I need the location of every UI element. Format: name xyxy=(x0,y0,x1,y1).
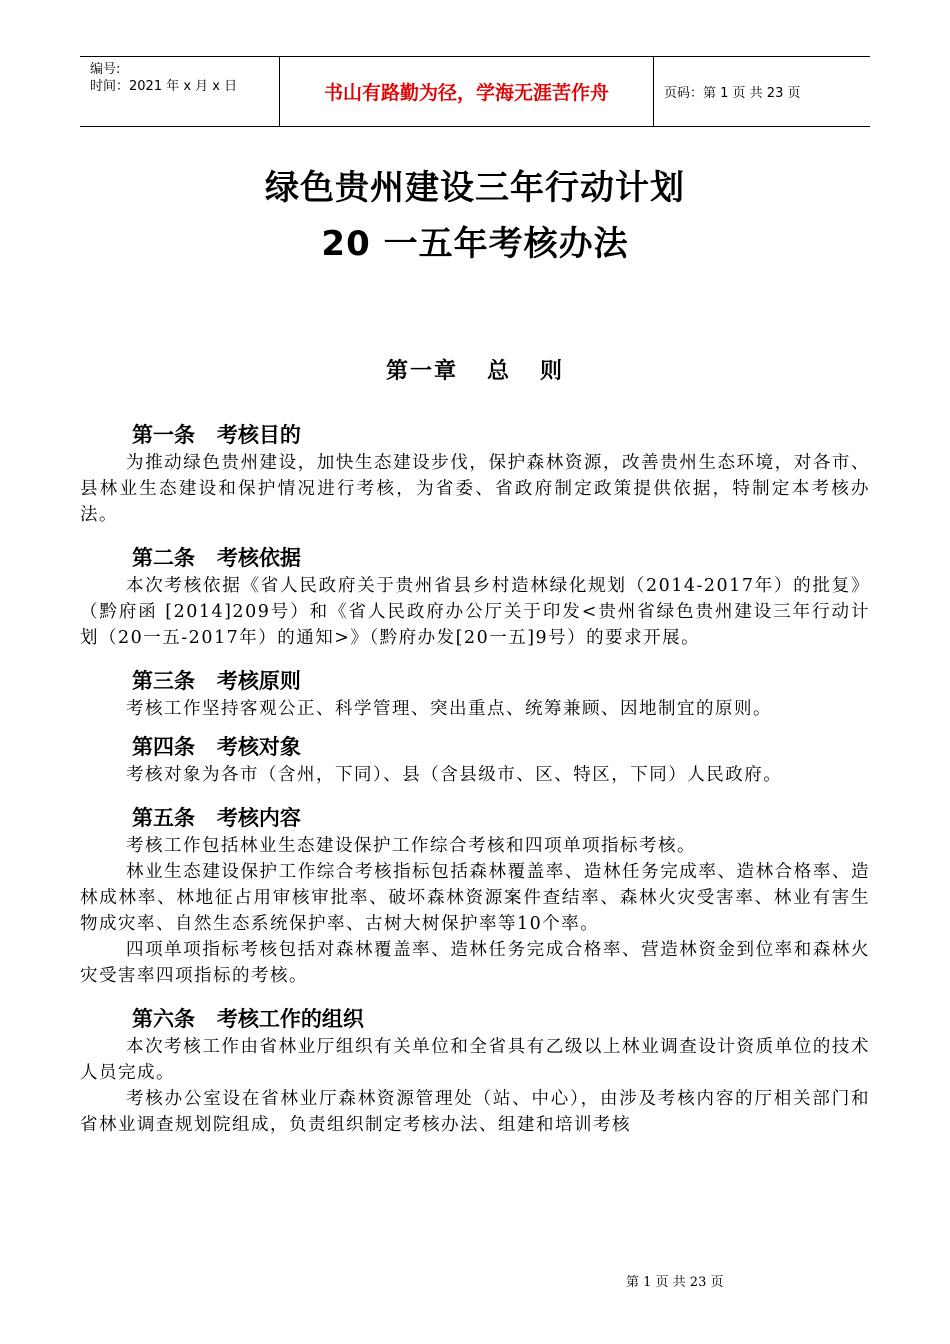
article-paragraph: 考核对象为各市（含州，下同）、县（含县级市、区、特区，下同）人民政府。 xyxy=(126,765,783,785)
article-paragraph: 考核工作坚持客观公正、科学管理、突出重点、统筹兼顾、因地制宜的原则。 xyxy=(126,699,772,719)
article-paragraph: 本次考核工作由省林业厅组织有关单位和全省具有乙级以上林业调查设计资质单位的技术人员完成。 xyxy=(80,1037,870,1083)
page-footer: 第 1 页 共 23 页 xyxy=(626,1275,724,1290)
article-6 xyxy=(80,1004,870,1138)
article-4 xyxy=(80,732,870,788)
article-heading: 第六条 考核工作的组织 xyxy=(132,1007,364,1031)
document-title-line1: 绿色贵州建设三年行动计划 xyxy=(265,168,685,208)
article-paragraph: 林业生态建设保护工作综合考核指标包括森林覆盖率、造林任务完成率、造林合格率、造林成林率、林地征占用审核审批率、破坏森林资源案件查结率、森林火灾受害率、林业有害生物成灾率、自然生态系统保护率、古树大树保护率等10个率。 xyxy=(80,862,870,934)
article-2 xyxy=(80,543,870,651)
article-3 xyxy=(80,666,870,722)
article-paragraph: 考核办公室设在省林业厅森林资源管理处（站、中心），由涉及考核内容的厅相关部门和省林业调查规划院组成，负责组织制定考核办法、组建和培训考核 xyxy=(80,1089,870,1135)
number-label: 编号: xyxy=(90,62,121,77)
document-title-line2: 20 一五年考核办法 xyxy=(321,224,629,264)
article-paragraph: 四项单项指标考核包括对森林覆盖率、造林任务完成合格率、营造林资金到位率和森林火灾受害率四项指标的考核。 xyxy=(80,940,870,986)
time-label: 时间：2021 年 x 月 x 日 xyxy=(90,79,238,94)
article-5 xyxy=(80,803,870,989)
article-heading: 第五条 考核内容 xyxy=(132,806,301,830)
article-heading: 第四条 考核对象 xyxy=(132,735,301,759)
article-heading: 第二条 考核依据 xyxy=(132,546,301,570)
page-header xyxy=(80,56,870,127)
header-motto: 书山有路勤为径，学海无涯苦作舟 xyxy=(280,57,654,126)
article-heading: 第三条 考核原则 xyxy=(132,669,301,693)
article-paragraph: 本次考核依据《省人民政府关于贵州省县乡村造林绿化规划（2014-2017年）的批复》（黔府函 [2014]209号）和《省人民政府办公厅关于印发<贵州省绿色贵州建设三年行动计划（20一五-2017年）的通知>》（黔府办发[20一五]9号）的要求开展。 xyxy=(80,576,870,648)
header-page-info: 页码：第 1 页 共 23 页 xyxy=(664,86,801,101)
chapter-title: 第一章 总 则 xyxy=(386,359,564,384)
header-meta xyxy=(80,57,280,126)
article-1 xyxy=(80,420,870,528)
article-paragraph: 考核工作包括林业生态建设保护工作综合考核和四项单项指标考核。 xyxy=(126,836,696,856)
article-heading: 第一条 考核目的 xyxy=(132,423,301,447)
document-body xyxy=(80,420,870,1138)
article-paragraph: 为推动绿色贵州建设，加快生态建设步伐，保护森林资源，改善贵州生态环境，对各市、县林业生态建设和保护情况进行考核，为省委、省政府制定政策提供依据，特制定本考核办法。 xyxy=(80,453,870,525)
